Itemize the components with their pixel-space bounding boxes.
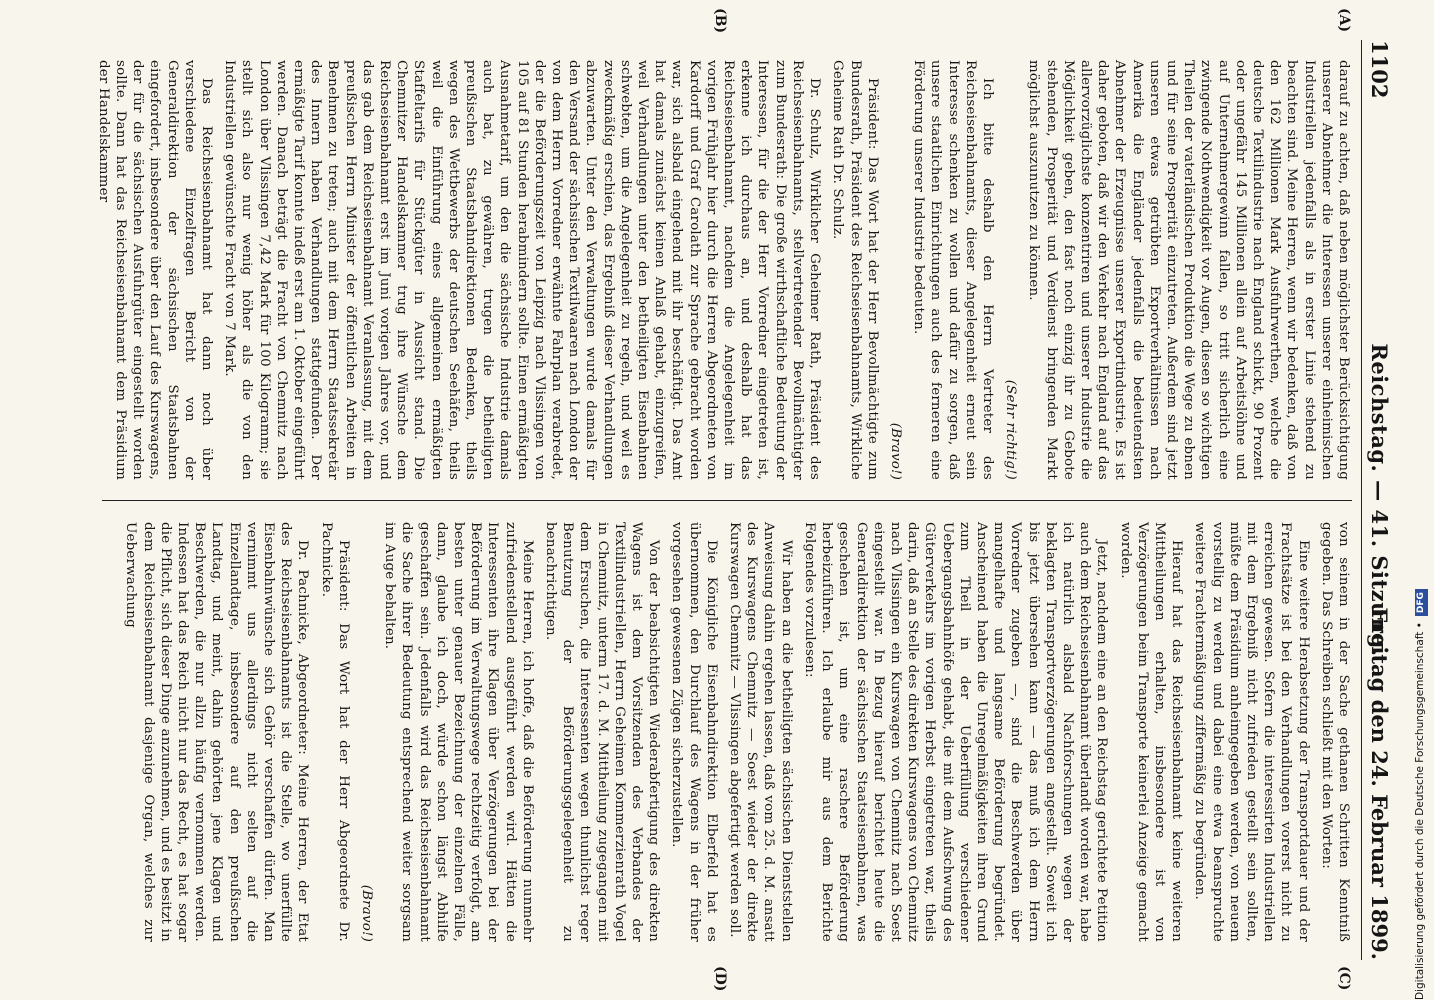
- session-date: Freitag den 24. Februar 1899.: [1367, 607, 1392, 960]
- paragraph: Ich bitte deshalb den Herrn Vertreter des Reichseisenbahnamts, dieser Angelegenheit erneut sein Interesse schenken zu wollen und dafür zu sorgen, daß unsere staatlichen Einrichtungen auch des ferneren eine Förderung unserer Industrie bedeuten.: [911, 60, 995, 480]
- paragraph: Dr. Pachnicke, Abgeordneter: Meine Herren, der Etat des Reichseisenbahnamts ist die Stelle, wo unerfüllte Eisenbahnwünsche sich Gehör verschaffen dürfen. Man vernimmt uns allerdings nicht selten auf die Einzellandtage, insbesondere auf den preußischen Landtag, und meint, dahin gehörten jene Klagen und Beschwerden, die nur allzu häufig vernommen werden. Indessen hat das Reich nicht nur das Recht, es hat sogar die Pflicht, sich dieser Dinge anzunehmen, und es besitzt in dem Reichseisenbahnamt dasjenige Organ, welches zur Ueberwachung: [123, 522, 311, 942]
- quoted-paragraph: Wir haben an die betheiligten sächsischen Dienststellen Anweisung dahin ergehen lassen, daß vom 25. d. M. ansatt des Kurswagens Chemnitz — Soest wieder der direkte Kurswagen Chemnitz — Vlissingen abgefertigt werden soll.: [727, 522, 794, 942]
- footer-text: Digitalisierung gefördert durch die Deutsche Forschungsgemeinschaft •: [1414, 622, 1426, 1000]
- interjection: (Bravo!): [359, 884, 375, 942]
- paragraph: von seinem in der Sache gethanen Schritten Kenntniß gegeben. Das Schreiben schließt mit den Worten:: [1318, 522, 1351, 942]
- page-header: [1361, 40, 1396, 960]
- session-title: Reichstag. — 41. Sitzung.: [1367, 343, 1392, 657]
- paragraph: Das Reichseisenbahnamt hat dann noch über verschiedene Einzelfragen Bericht von der Generaldirektion der sächsischen Staatsbahnen eingefordert, insbesondere über den Lauf des Kurswagens, der für die sächsischen Ausfuhrgüter eingestellt worden sollte. Dann hat das Reichseisenbahnamt dem Präsidium der Handelskammer: [95, 60, 214, 480]
- paragraph: Hierauf hat das Reichseisenbahnamt keine weiteren Mittheilungen erhalten, insbesondere ist von Verzögerungen beim Transporte keinerlei Anzeige gemacht worden.: [1117, 522, 1185, 942]
- page-number: 1102: [1367, 40, 1392, 99]
- paragraph: Meine Herren, ich hoffe, daß die Beförderung nunmehr zufriedenstellend ausgeführt werden wird. Hätten die Interessenten ihre Klagen über Verzögerungen bei der Beförderung im Verwaltungswege rechtzeitig verfolgt, am besten unter genauer Bezeichnung der einzelnen Fälle, dann, glaube ich doch, würde schon längst Abhilfe geschaffen sein. Jedenfalls wird das Reichseisenbahnamt die Sache ihrer Bedeutung entsprechend weiter sorgsam im Auge behalten.: [382, 522, 535, 942]
- dfg-logo: DFG: [1415, 589, 1428, 616]
- interjection: (Bravo!): [887, 422, 903, 480]
- digitization-footer: [1410, 0, 1430, 1000]
- quoted-paragraph: Die Königliche Eisenbahndirektion Elberfeld hat es übernommen, den Durchlauf des Wagens in der früher vorgesehen gewesenen Zügen sicherzustellen.: [669, 522, 719, 942]
- right-column: [102, 522, 1352, 942]
- paragraph: Jetzt, nachdem eine an den Reichstag gerichtete Petition auch dem Reichseisenbahnamt überlandt worden war, habe ich natürlich alsbald Nachforschungen wegen der beklagten Transportverzögerungen angestellt. Soweit ich bis jetzt übersehen kann — das muß ich dem Herrn Vorredner zugeben —, sind die Beschwerden über mangelhafte und langsame Beförderung begründet. Anscheinend haben die Unregelmäßigkeiten ihren Grund zum Theil in der Ueberfüllung verschiedener Uebergangsbahnhöfe gehabt, die mit dem Aufschwung des Güterverkehrs im vorigen Herbst eingetreten war, theils darin, daß an Stelle des direkten Kurswagens von Chemnitz nach Vlissingen ein Kurswagen von Chemnitz nach Soest eingestellt war. In Bezug hierauf berichtet heute die Generaldirektion der sächsischen Staatseisenbahnen, was geschehen ist, um eine raschere Beförderung herbeizuführen. Ich erlaube mir aus dem Berichte Folgendes vorzulesen:: [801, 522, 1110, 942]
- paragraph: Präsident: Das Wort hat der Herr Bevollmächtigte zum Bundesrath, Präsident des Reichseisenbahnamts, Wirkliche Geheime Rath Dr. Schulz.: [830, 60, 880, 480]
- interjection: (Sehr richtig!): [1003, 379, 1019, 480]
- left-column: [95, 60, 1352, 480]
- marker-b: (B): [712, 8, 728, 34]
- marker-a: (A): [1336, 8, 1352, 33]
- quoted-paragraph: Eine weitere Herabsetzung der Transportdauer und der Frachtsätze ist bei den Verhandlungen vorerst nicht zu erreichen gewesen. Sofern die interessirten Industriellen mit dem Ergebniß nicht zufrieden gestellt sein sollten, müßte dem Präsidium anheimgegeben werden, von neuem vorstellig zu werden und dabei eine etwa beanspruchte weitere Frachtermäßigung ziffermäßig zu begründen.: [1192, 522, 1311, 942]
- paragraph: darauf zu achten, daß neben möglichster Berücksichtigung unserer Abnehmer die Interessen unserer einheimischen Industriellen jedenfalls als in erster Linie stehend zu beachten sind. Meine Herren, wenn wir bedenken, daß von den 162 Millionen Mark Ausfuhrwerthen, welche die deutsche Textilindustrie nach England schickt, 90 Prozent oder ungefähr 145 Millionen allein auf Arbeitslöhne und auf Unternehmergewinn fallen, so tritt sicherlich eine zwingende Nothwendigkeit vor Augen, diesen so wichtigen Theilen der vaterländischen Produktion die Wege zu ebnen und für seine Prosperität einzutreten. Außerdem sind jetzt unseren etwas getrübten Exportverhältnissen nach Amerika die Engländer jedenfalls die bedeutendsten Abnehmer der Erzeugnisse unserer Exportindustrie. Es ist daher geboten, daß wir den Verkehr nach England auf das allervorzüglichste konzentriren und unserer Industrie die Möglichkeit geben, den fast noch einzig ihr zu Gebote stehenden, Prosperität und Verdienst bringenden Markt möglichst auszunutzen zu können.: [1026, 60, 1351, 480]
- quoted-paragraph: Von der beabsichtigten Wiederabfertigung des direkten Wagens ist dem Vorsitzenden des Verbandes der Textilindustriellen, Herrn Geheimen Kommerzienrath Vogel in Chemnitz, unterm 17. d. M. Mittheilung zugegangen mit dem Ersuchen, die Interessenten wegen thunlichst reger Benutzung der Beförderungsgelegenheit zu benachrichtigen.: [543, 522, 662, 942]
- marker-d: (D): [712, 966, 728, 992]
- paragraph: Dr. Schulz, Wirklicher Geheimer Rath, Präsident des Reichseisenbahnamts, stellvertretender Bevollmächtigter zum Bundesrath: Die große wirthschaftliche Bedeutung der Interessen, für die der Herr Vorredner eingetreten ist, erkenne ich durchaus an, und deshalb hat das Reichseisenbahnamt, nachdem die Angelegenheit im vorigen Frühjahr hier durch die Herren Abgeordneten von Kardorff und Graf Carolath zur Sprache gebracht worden war, sich alsbald eingehend mit ihr beschäftigt. Das Amt hat damals zunächst keinen Anlaß gehabt, einzugreifen, weil Verhandlungen unter den betheiligten Eisenbahnen schwebten, um die Angelegenheit zu regeln, und weil es zweckmäßig erschien, das Ergebniß dieser Verhandlungen abzuwarten. Unter den Verwaltungen wurde damals für den Versand der sächsischen Textilwaaren nach London der von dem Herrn Vorredner erwähnte Fahrplan verabredet, der die Beförderungszeit von Leipzig nach Vlissingen von 105 auf 81 Stunden herabmindern sollte. Einen ermäßigten Ausnahmetarif, um den die sächsische Industrie damals auch bat, zu gewähren, trugen die betheiligten preußischen Staatsbahndirektionen Bedenken, theils wegen des Wettbewerbs der deutschen Seehäfen, theils weil die Einführung eines allgemeinen ermäßigten Staffeltarifs für Stückgüter in Aussicht stand. Die Chemnitzer Handelskammer trug ihre Wünsche dem Reichseisenbahnamt erst im Juni vorigen Jahres vor, und das gab dem Reichseisenbahnamt Veranlassung, mit dem preußischen Herrn Minister der öffentlichen Arbeiten in Benehmen zu treten; auch mit dem Herrn Staatssekretär des Innern haben Verhandlungen stattgefunden. Der ermäßigte Tarif konnte indeß erst am 1. Oktober eingeführt werden. Danach beträgt die Fracht von Chemnitz nach London über Vlissingen 7,42 Mark für 100 Kilogramm; sie stellt sich also nur wenig höher als die von den Industriellen gewünschte Fracht von 7 Mark.: [222, 60, 823, 480]
- marker-c: (C): [1336, 966, 1352, 991]
- paragraph: Präsident: Das Wort hat der Herr Abgeordnete Dr. Pachnicke.: [318, 522, 351, 942]
- column-divider: [102, 500, 1352, 501]
